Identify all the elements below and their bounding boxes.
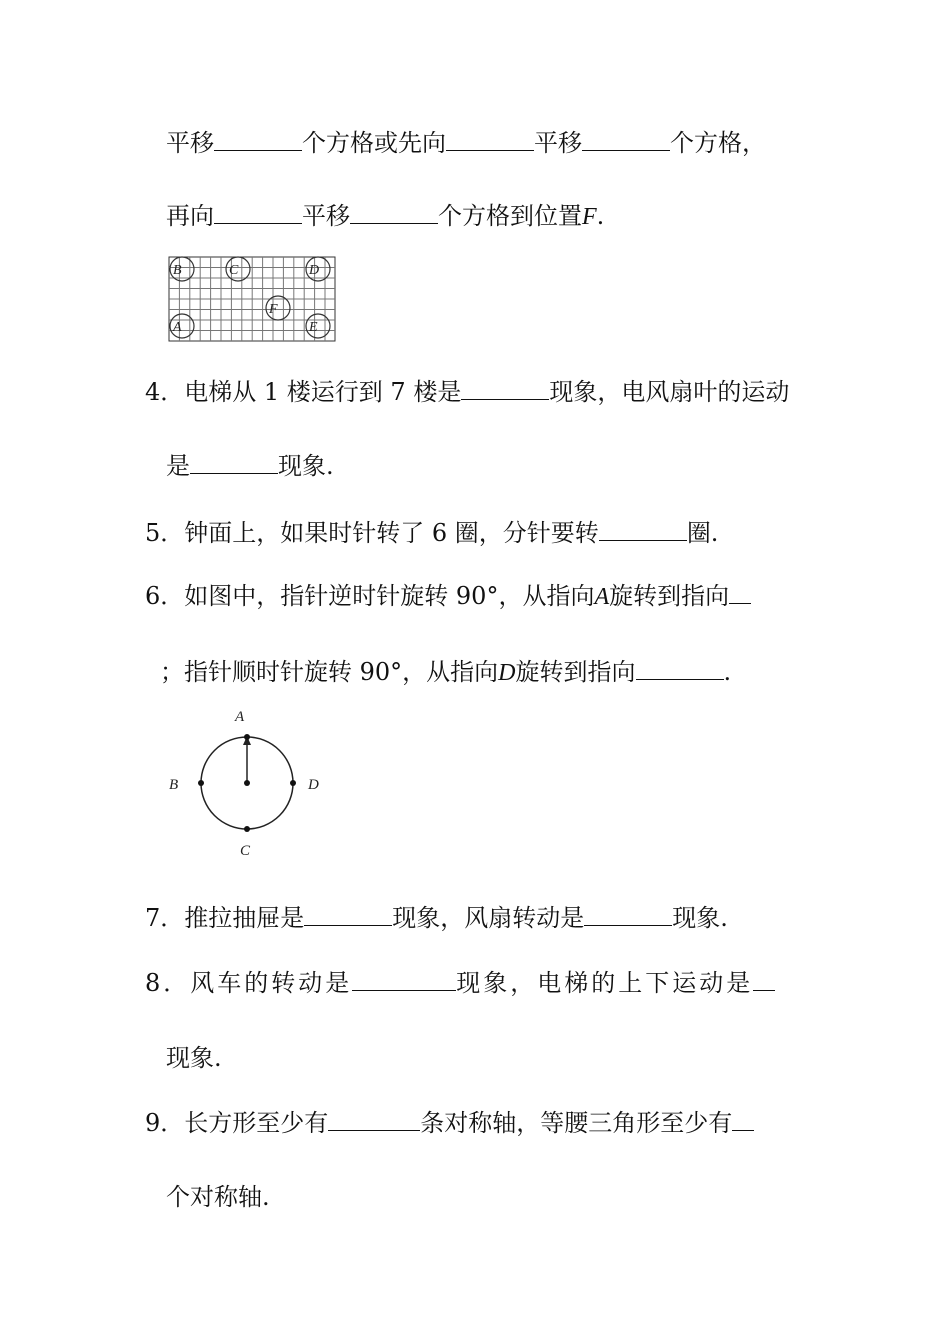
q3-text: 个方格或先向 (302, 129, 446, 157)
q9-text: 条对称轴，等腰三角形至少有 (420, 1109, 733, 1137)
answer-blank[interactable] (461, 377, 549, 400)
dial-label-a: A (235, 709, 245, 725)
answer-blank[interactable] (599, 518, 687, 541)
q4-line-2 (166, 451, 334, 481)
q3-text: 个方格， (670, 129, 766, 157)
grid-label-c: C (229, 263, 239, 278)
q6-text: 旋转到指向 (515, 658, 636, 686)
q4-text: 现象，电风扇叶的运动 (549, 378, 790, 406)
q8-text: 现象，电梯的上下运动是 (456, 969, 754, 997)
answer-blank[interactable] (350, 201, 438, 224)
q5-text: 钟面上，如果时针转了 6 圈，分针要转 (184, 519, 599, 547)
q3-text: 再向 (166, 202, 214, 230)
q8-text: 现象. (166, 1044, 222, 1072)
answer-blank[interactable] (214, 201, 302, 224)
q9-line-2 (166, 1182, 270, 1212)
question-number: 5． (145, 519, 185, 547)
grid-label-b: B (173, 263, 182, 278)
dial-point-d (290, 780, 296, 786)
q6-line-2 (160, 657, 731, 688)
q9-text: 长方形至少有 (184, 1109, 329, 1137)
answer-blank[interactable] (304, 903, 392, 926)
question-number: 4． (145, 378, 185, 406)
q4-line-1 (145, 377, 789, 407)
answer-blank[interactable] (214, 128, 302, 151)
grid-label-e: E (309, 320, 318, 335)
answer-blank[interactable] (446, 128, 534, 151)
answer-blank[interactable] (352, 968, 456, 991)
dial-label-d: D (308, 777, 319, 793)
answer-blank[interactable] (584, 903, 672, 926)
grid-figure (168, 256, 336, 342)
answer-blank[interactable] (636, 657, 724, 680)
dial-label-c: C (240, 843, 251, 859)
dial-figure (160, 702, 340, 864)
q6-text: 旋转到指向 (609, 582, 730, 610)
dial-center (244, 780, 250, 786)
answer-blank[interactable] (732, 1108, 754, 1131)
question-number: 7． (145, 904, 185, 932)
question-number: 8． (145, 969, 191, 997)
answer-blank[interactable] (582, 128, 670, 151)
q9-line-1 (145, 1108, 754, 1138)
answer-blank[interactable] (729, 581, 751, 604)
question-number: 9． (145, 1109, 185, 1137)
answer-blank[interactable] (190, 451, 278, 474)
q5-text: 圈. (686, 519, 719, 547)
q8-line-1 (145, 968, 775, 998)
answer-blank[interactable] (328, 1108, 420, 1131)
q7-text: 现象，风扇转动是 (392, 904, 585, 932)
q3-text: 平移 (166, 129, 214, 157)
q3-text: . (596, 202, 605, 230)
q4-text: 是 (166, 452, 190, 480)
q3-text: 个方格到位置 (438, 202, 582, 230)
grid-label-d: D (309, 263, 320, 278)
q4-text: 现象. (278, 452, 334, 480)
q6-text: ；指针顺时针旋转 90°，从指向 (160, 658, 499, 686)
q3-variable: F (582, 204, 597, 230)
grid-label-a: A (173, 320, 182, 335)
q6-variable: A (594, 584, 610, 610)
q6-text: 如图中，指针逆时针旋转 90°，从指向 (184, 582, 595, 610)
q4-text: 电梯从 1 楼运行到 7 楼是 (184, 378, 462, 406)
q3-line-1 (166, 128, 766, 158)
dial-label-b: B (169, 777, 179, 793)
q7-line (145, 903, 728, 933)
dial-point-a (244, 734, 250, 740)
q9-text: 个对称轴. (166, 1183, 270, 1211)
dial-point-c (244, 826, 250, 832)
question-number: 6． (145, 582, 185, 610)
q7-text: 现象. (672, 904, 728, 932)
q7-text: 推拉抽屉是 (184, 904, 305, 932)
q5-line (145, 518, 718, 548)
q6-variable: D (498, 660, 516, 686)
q3-text: 平移 (534, 129, 582, 157)
q8-line-2 (166, 1043, 222, 1073)
dial-point-b (198, 780, 204, 786)
q3-line-2 (166, 201, 604, 232)
grid-label-f: F (269, 302, 278, 317)
q8-text: 风车的转动是 (190, 969, 353, 997)
answer-blank[interactable] (753, 968, 775, 991)
q6-text: . (723, 658, 732, 686)
q3-text: 平移 (302, 202, 350, 230)
q6-line-1 (145, 581, 751, 612)
